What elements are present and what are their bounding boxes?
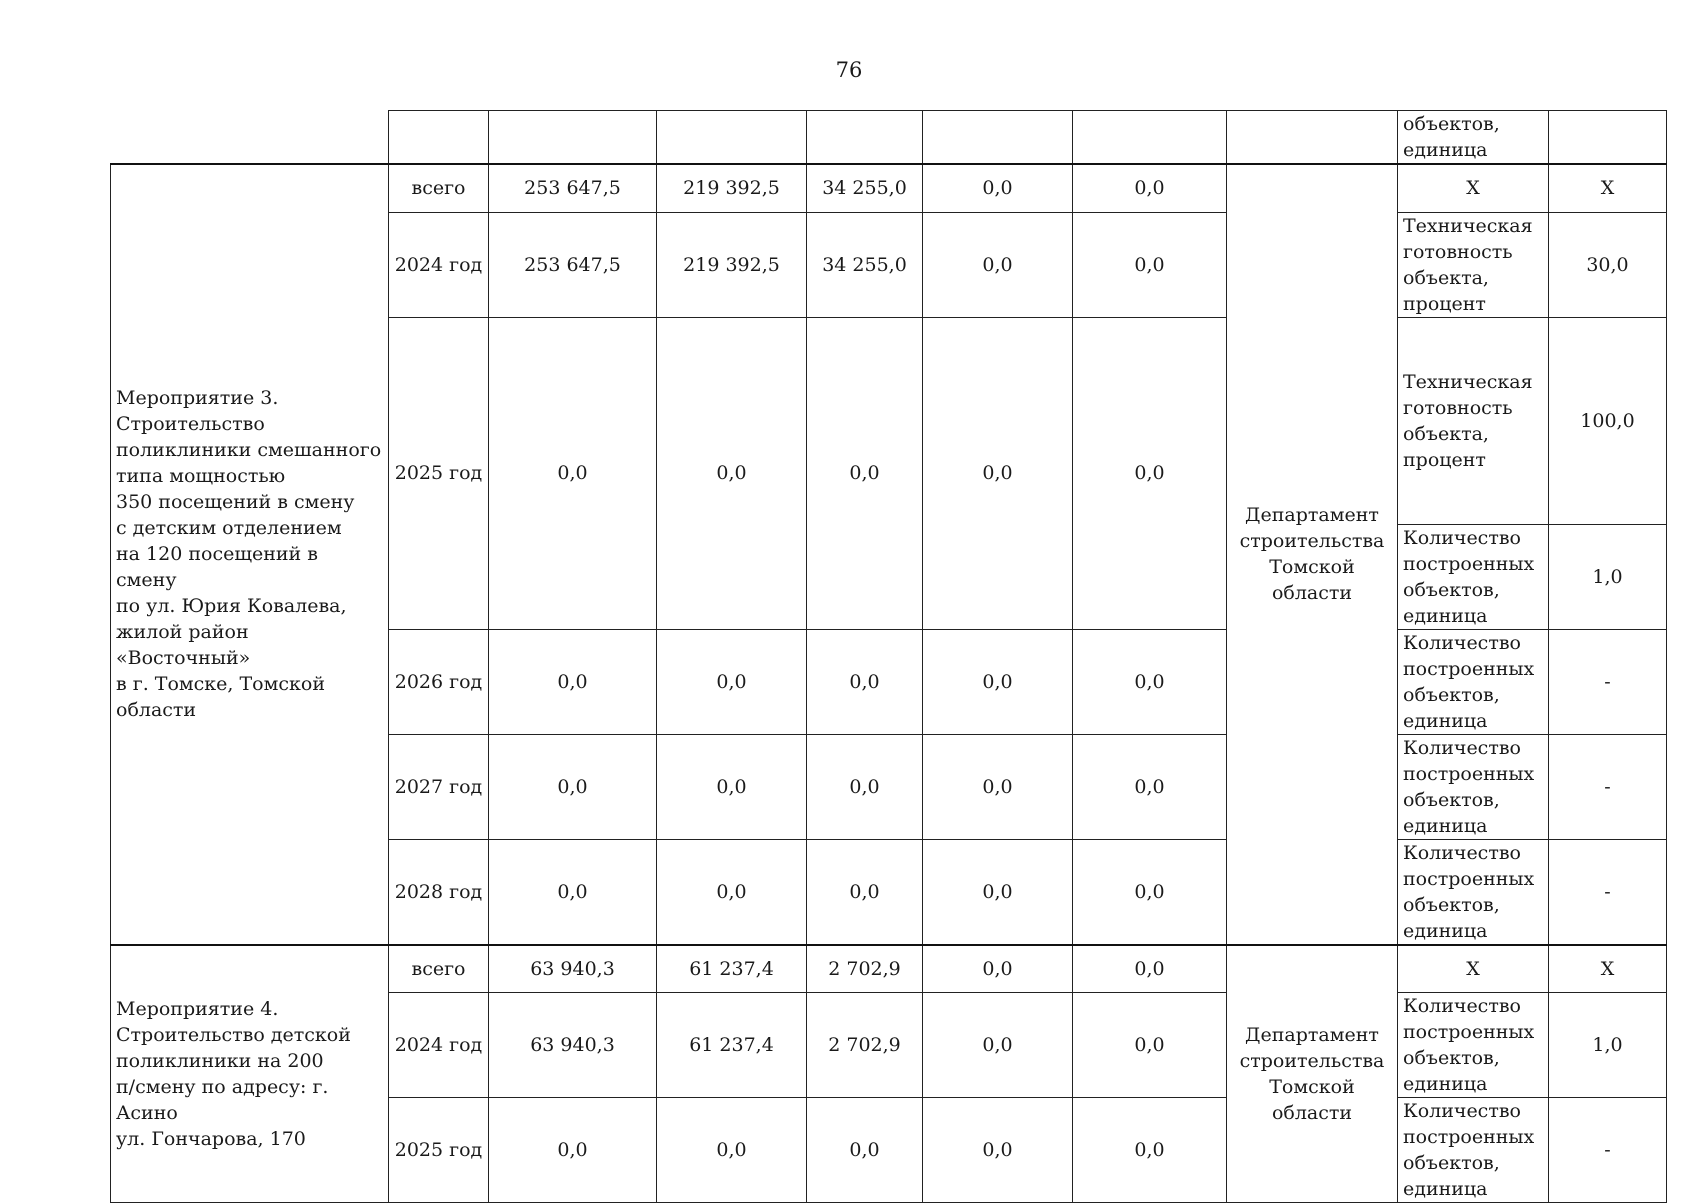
executor-cell: Департамент строительства Томской области xyxy=(1227,164,1398,945)
indicator-cell: X xyxy=(1398,945,1549,993)
funding-cell-1: 219 392,5 xyxy=(657,212,807,317)
funding-cell-1: 0,0 xyxy=(657,317,807,629)
indicator-value-cell: 100,0 xyxy=(1549,317,1667,524)
continuation-empty-cell xyxy=(657,111,807,165)
funding-cell-2: 2 702,9 xyxy=(807,945,923,993)
indicator-value-cell: X xyxy=(1549,164,1667,212)
indicator-cell: Количество построенных объектов, единица xyxy=(1398,839,1549,945)
indicator-value-cell: 30,0 xyxy=(1549,212,1667,317)
funding-cell-4: 0,0 xyxy=(1073,1098,1227,1203)
total-cell: 253 647,5 xyxy=(489,164,657,212)
period-cell: 2024 год xyxy=(389,212,489,317)
indicator-value-cell: 1,0 xyxy=(1549,993,1667,1098)
period-cell: 2024 год xyxy=(389,993,489,1098)
funding-cell-3: 0,0 xyxy=(923,945,1073,993)
indicator-cell: Количество построенных объектов, единица xyxy=(1398,524,1549,629)
period-cell: 2027 год xyxy=(389,734,489,839)
funding-cell-3: 0,0 xyxy=(923,212,1073,317)
total-cell: 253 647,5 xyxy=(489,212,657,317)
funding-cell-1: 0,0 xyxy=(657,734,807,839)
indicator-value-cell: - xyxy=(1549,734,1667,839)
funding-cell-2: 0,0 xyxy=(807,734,923,839)
funding-cell-4: 0,0 xyxy=(1073,993,1227,1098)
continuation-empty-cell xyxy=(1227,111,1398,165)
funding-cell-4: 0,0 xyxy=(1073,945,1227,993)
continuation-empty-cell xyxy=(923,111,1073,165)
indicator-value-cell: 1,0 xyxy=(1549,524,1667,629)
funding-cell-2: 0,0 xyxy=(807,839,923,945)
funding-cell-1: 61 237,4 xyxy=(657,993,807,1098)
table-row xyxy=(111,164,1667,212)
funding-cell-3: 0,0 xyxy=(923,839,1073,945)
indicator-value-cell: - xyxy=(1549,629,1667,734)
funding-cell-1: 0,0 xyxy=(657,839,807,945)
period-cell: 2026 год xyxy=(389,629,489,734)
indicator-value-cell: - xyxy=(1549,1098,1667,1203)
total-cell: 63 940,3 xyxy=(489,993,657,1098)
indicator-cell: Количество построенных объектов, единица xyxy=(1398,734,1549,839)
continuation-indicator-cell: объектов, единица xyxy=(1398,111,1549,165)
funding-cell-2: 34 255,0 xyxy=(807,164,923,212)
funding-cell-1: 219 392,5 xyxy=(657,164,807,212)
funding-cell-3: 0,0 xyxy=(923,164,1073,212)
funding-cell-3: 0,0 xyxy=(923,317,1073,629)
continuation-value-cell xyxy=(1549,111,1667,165)
total-cell: 63 940,3 xyxy=(489,945,657,993)
funding-cell-4: 0,0 xyxy=(1073,317,1227,629)
funding-cell-1: 0,0 xyxy=(657,1098,807,1203)
page-number: 76 xyxy=(835,58,863,82)
continuation-row xyxy=(111,111,1667,165)
funding-cell-3: 0,0 xyxy=(923,1098,1073,1203)
funding-cell-2: 0,0 xyxy=(807,629,923,734)
continuation-desc-cell xyxy=(111,111,389,165)
funding-cell-3: 0,0 xyxy=(923,734,1073,839)
funding-cell-1: 61 237,4 xyxy=(657,945,807,993)
funding-cell-3: 0,0 xyxy=(923,993,1073,1098)
funding-cell-2: 2 702,9 xyxy=(807,993,923,1098)
funding-cell-4: 0,0 xyxy=(1073,212,1227,317)
indicator-cell: Техническая готовность объекта, процент xyxy=(1398,212,1549,317)
measure-description: Мероприятие 4. Строительство детской поликлиники на 200 п/смену по адресу: г. Асино ул. Гончарова, 170 xyxy=(111,945,389,1203)
executor-cell: Департамент строительства Томской области xyxy=(1227,945,1398,1203)
funding-cell-4: 0,0 xyxy=(1073,629,1227,734)
funding-cell-2: 34 255,0 xyxy=(807,212,923,317)
indicator-value-cell: - xyxy=(1549,839,1667,945)
funding-cell-3: 0,0 xyxy=(923,629,1073,734)
continuation-empty-cell xyxy=(1073,111,1227,165)
period-cell: 2025 год xyxy=(389,1098,489,1203)
indicator-cell: Количество построенных объектов, единица xyxy=(1398,993,1549,1098)
financing-table xyxy=(110,110,1667,1203)
period-cell: 2025 год xyxy=(389,317,489,629)
table-row xyxy=(111,945,1667,993)
measure-description: Мероприятие 3. Строительство поликлиники смешанного типа мощностью 350 посещений в смену с детским отделением на 120 посещений в смену по ул. Юрия Ковалева, жилой район «Восточный» в г. Томске, Томской области xyxy=(111,164,389,945)
period-cell: всего xyxy=(389,945,489,993)
indicator-value-cell: X xyxy=(1549,945,1667,993)
period-cell: всего xyxy=(389,164,489,212)
continuation-empty-cell xyxy=(389,111,489,165)
indicator-cell: X xyxy=(1398,164,1549,212)
indicator-cell: Техническая готовность объекта, процент xyxy=(1398,317,1549,524)
funding-cell-4: 0,0 xyxy=(1073,734,1227,839)
continuation-empty-cell xyxy=(489,111,657,165)
total-cell: 0,0 xyxy=(489,1098,657,1203)
funding-cell-2: 0,0 xyxy=(807,1098,923,1203)
period-cell: 2028 год xyxy=(389,839,489,945)
total-cell: 0,0 xyxy=(489,317,657,629)
total-cell: 0,0 xyxy=(489,629,657,734)
total-cell: 0,0 xyxy=(489,839,657,945)
funding-cell-2: 0,0 xyxy=(807,317,923,629)
funding-cell-4: 0,0 xyxy=(1073,164,1227,212)
continuation-empty-cell xyxy=(807,111,923,165)
indicator-cell: Количество построенных объектов, единица xyxy=(1398,629,1549,734)
indicator-cell: Количество построенных объектов, единица xyxy=(1398,1098,1549,1203)
total-cell: 0,0 xyxy=(489,734,657,839)
funding-cell-1: 0,0 xyxy=(657,629,807,734)
funding-cell-4: 0,0 xyxy=(1073,839,1227,945)
